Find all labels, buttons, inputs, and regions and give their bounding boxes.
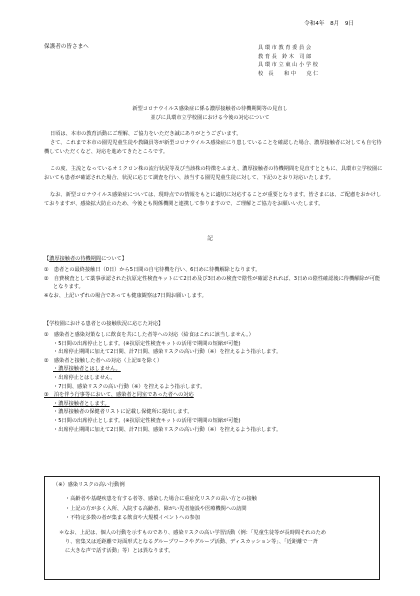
group-line: ・出席停止期間に加えて2日間、計7日間、感染リスクの高い行動（※）を控えるよう指示します。: [53, 349, 282, 356]
group-line: ・濃厚接触者とはしません。: [53, 366, 121, 373]
intro-paragraph: なお、新型コロナウイルス感染症については、現時点での情報をもとに適切に対応することが重要となります。皆さまには、ご配慮をおかけしておりますが、感染拡大防止のため、今後とも関係機関と連携して参りますので、ご理解とご協力をお願いいたします。: [44, 192, 382, 207]
group-line: ・7日間、感染リスクの高い行動（※）を控えるよう指示します。: [53, 383, 206, 390]
document-date: 令和4年 8月 9日: [304, 21, 354, 27]
group-lines: [44, 400, 384, 434]
group-lines: [44, 340, 384, 357]
group-line: ・濃厚接触者の保健者リストに記載し保健所に提出します。: [53, 409, 193, 416]
section1-item: ② 自費検査として薬事承認された抗原定性検査キットにて2日め及び3日めの検査で陰性が確認されれば、3日めの陰性確認後に待機解除が可能となります。: [44, 275, 381, 291]
group-line: ・濃厚接触者とします。: [53, 400, 110, 407]
note-bullet: ・不特定多数の者が集まる飲食や大規模イベントへの参加: [65, 515, 200, 522]
footnote-line: に大きな声で話す活動」等）とは異なります。: [65, 548, 174, 554]
section1-heading-text: 濃厚接触者の待機期間: [49, 256, 102, 262]
group-label: ② 感染者と接触した者への対応（上記①を除く）: [44, 357, 163, 364]
sender-block: [258, 44, 318, 78]
group-line: ・5日間の出席停止とします。(※抗原定性検査キットの活用で期間の短縮が可能): [53, 340, 241, 347]
group-label: ③ 泊を伴う行事等において、感染者と同室であった者への対応: [44, 392, 194, 399]
document-title: [44, 105, 376, 122]
intro-paragraph: さて、これまで本市の園児児童生徒や教職員等が新型コロナウイルス感染症にり患していることを確認した場合、濃厚接触者に対しても自宅待機していただくなど、対応を進めてきたところです。: [44, 140, 382, 155]
intro-paragraph: 日頃は、本市の教育活動にご理解、ご協力をいただき誠にありがとうございます。: [50, 131, 242, 137]
section1-heading: 【濃厚接触者の待機期間について】: [44, 256, 127, 262]
section2-body: [44, 331, 384, 434]
group-line: ・出席停止とはしません。: [53, 374, 116, 381]
note-box-bullets: [65, 495, 257, 524]
note-bullet: ・上記の方が多く入所、入院する高齢者、障がい児者施設や医療機関への訪問: [65, 505, 247, 512]
sender-line: 具 環 市 立 東 山 小 学 校: [258, 62, 318, 69]
note-bullet: ・高齢者や基礎疾患を有する者等、感染した場合に重症化リスクの高い方との接触: [65, 496, 257, 502]
group-line: ・5日間の出席停止とします。(※抗原定性検査キットの活用で期間の短縮が可能): [53, 417, 241, 424]
section1-item: ① 患者との最終接触日（0日）から5日間の自宅待機を行い、6日めに待機解除となります。: [44, 267, 261, 273]
sender-line: 教 育 長 鈴 木 司 郎: [258, 53, 312, 60]
footnote-line: ＊なお、上記は、個人の行動を示すものであり、感染リスクの高い学習活動（例：「児童生徒等が長時間それのため: [59, 530, 327, 536]
section1-items: [44, 266, 384, 300]
section1-item: ※なお、上記いずれの場合であっても健康観察は7日間お願いします。: [44, 292, 207, 299]
title-line: 新型コロナウイルス感染症に係る濃厚接触者の待機期間等の見直し: [132, 106, 288, 112]
section2-heading: 【学校園における患者との接触状況に応じた対応】: [44, 321, 164, 327]
group-lines: [44, 365, 384, 391]
group-line: ・出席停止期間に加えて2日間、計7日間、感染リスクの高い行動（※）を控えるよう指示します。: [53, 426, 282, 433]
intro-paragraph: この度、主流となっているオミクロン株の流行状況等及び当該株の特徴をふまえ、濃厚接触者の待機期間を見直すとともに、具環市立学校園においても患者が確認された場合、状況に応じて調査を行い、該当する園児児童生徒に対して、下記のとおり対応いたします。: [44, 166, 383, 181]
title-line: 並びに具環市立学校園における今後の対応について: [150, 114, 270, 121]
footnote-line: り、密集又は近距離で対面形式となるグループワークやグループ活動、ディスカッション等」、「近距離で一斉: [65, 539, 318, 545]
sender-line: 具 環 市 教 育 委 員 会: [258, 45, 312, 51]
ki-marker: 記: [207, 236, 213, 242]
note-box-heading: （※）感染リスクの高い行動例: [53, 482, 125, 488]
group-label: ① 感染者と感染対策なしに飲食を共にした者等への対応（給食はこれに該当しません。）: [44, 332, 254, 338]
note-box-footnote: [59, 529, 326, 556]
recipient: 保護者の皆さまへ: [44, 44, 89, 50]
note-box: [44, 476, 380, 580]
sender-line: 校 長 和 中 克 仁: [258, 70, 319, 77]
